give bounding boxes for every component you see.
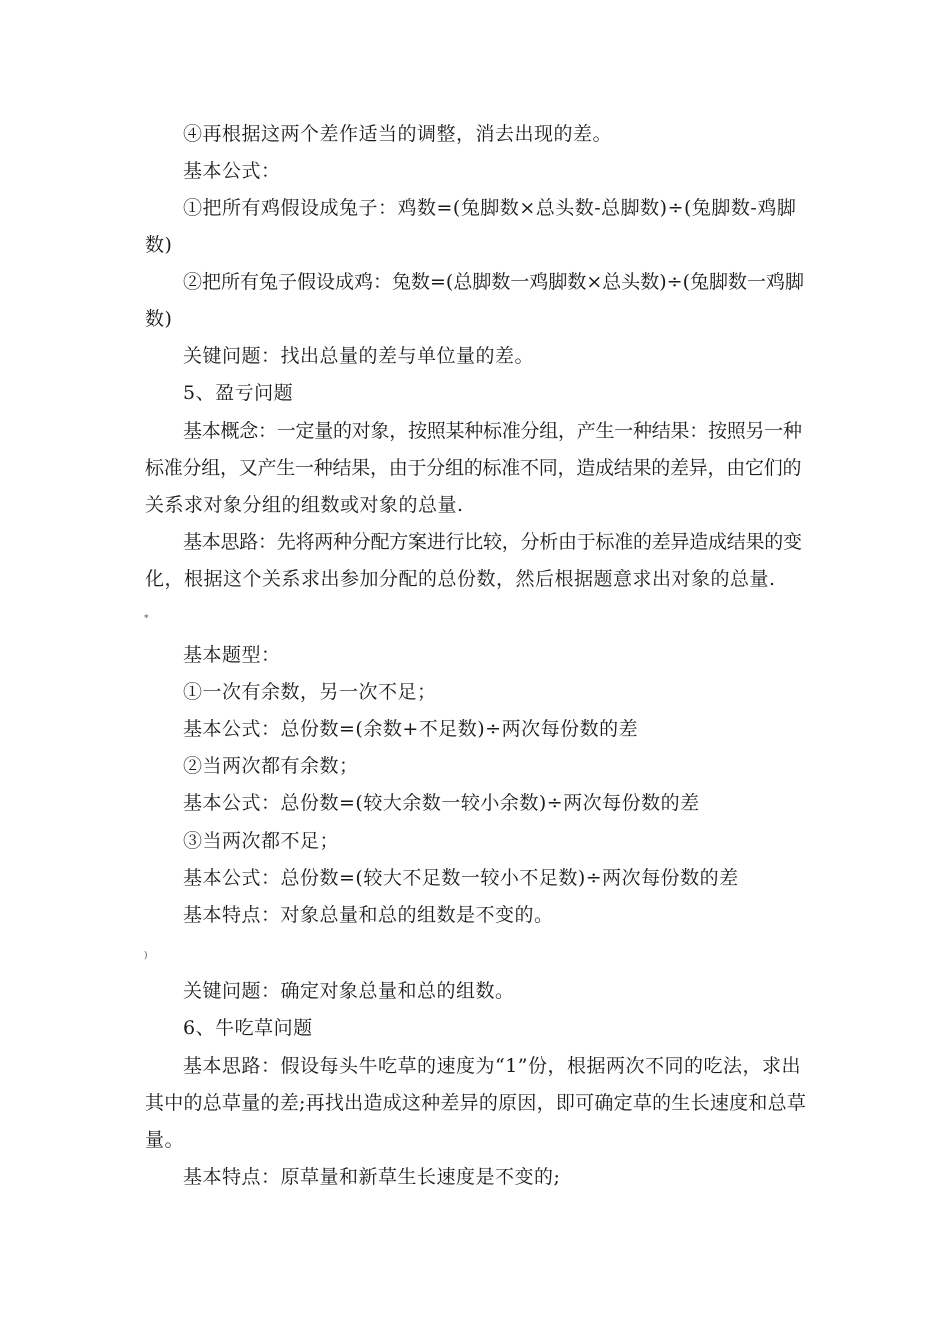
type-2: ②当两次都有余数； [183,755,359,777]
stray-mark-paren: ) [144,951,148,961]
heading-basic-formula: 基本公式： [183,160,281,182]
concept-line-1: 基本概念：一定量的对象，按照某种标准分组，产生一种结果：按照另一种 [183,420,802,442]
concept-line-2: 标准分组，又产生一种结果，由于分组的标准不同，造成结果的差异，由它们的 [145,457,802,479]
heading-basic-types: 基本题型： [183,644,281,666]
formula-rabbit-count: ②把所有兔子假设成鸡：兔数=(总脚数一鸡脚数×总头数)÷(兔脚数一鸡脚 [183,271,804,293]
key-question-2: 关键问题：确定对象总量和总的组数。 [183,980,515,1002]
formula-type-1: 基本公式：总份数=(余数+不足数)÷两次每份数的差 [183,718,639,740]
key-question-1: 关键问题：找出总量的差与单位量的差。 [183,345,535,367]
paragraph-step-4: ④再根据这两个差作适当的调整，消去出现的差。 [183,123,613,145]
approach-line-2: 化，根据这个关系求出参加分配的总份数，然后根据题意求出对象的总量. [145,568,776,590]
formula-type-2: 基本公式：总份数=(较大余数一较小余数)÷两次每份数的差 [183,792,700,814]
approach-line-1: 基本思路：先将两种分配方案进行比较，分析由于标准的差异造成结果的变 [183,531,802,553]
type-1: ①一次有余数，另一次不足； [183,681,437,703]
formula-chicken-count-cont: 数) [145,234,173,256]
formula-rabbit-count-cont: 数) [145,308,173,330]
basic-feature-2: 基本特点：原草量和新草生长速度是不变的; [183,1166,561,1188]
basic-feature-1: 基本特点：对象总量和总的组数是不变的。 [183,904,554,926]
cow-approach-line-1: 基本思路：假设每头牛吃草的速度为“1”份，根据两次不同的吃法，求出 [183,1055,802,1077]
type-3: ③当两次都不足； [183,830,340,852]
cow-approach-line-3: 量。 [145,1129,185,1151]
cow-approach-line-2: 其中的总草量的差;再找出造成这种差异的原因，即可确定草的生长速度和总草 [145,1092,807,1114]
section-heading-5: 5、盈亏问题 [183,382,294,404]
section-heading-6: 6、牛吃草问题 [183,1017,313,1039]
stray-mark-asterisk: * [144,614,149,624]
formula-chicken-count: ①把所有鸡假设成兔子：鸡数=(兔脚数×总头数-总脚数)÷(兔脚数-鸡脚 [183,197,797,219]
formula-type-3: 基本公式：总份数=(较大不足数一较小不足数)÷两次每份数的差 [183,867,739,889]
concept-line-3: 关系求对象分组的组数或对象的总量. [145,494,464,516]
